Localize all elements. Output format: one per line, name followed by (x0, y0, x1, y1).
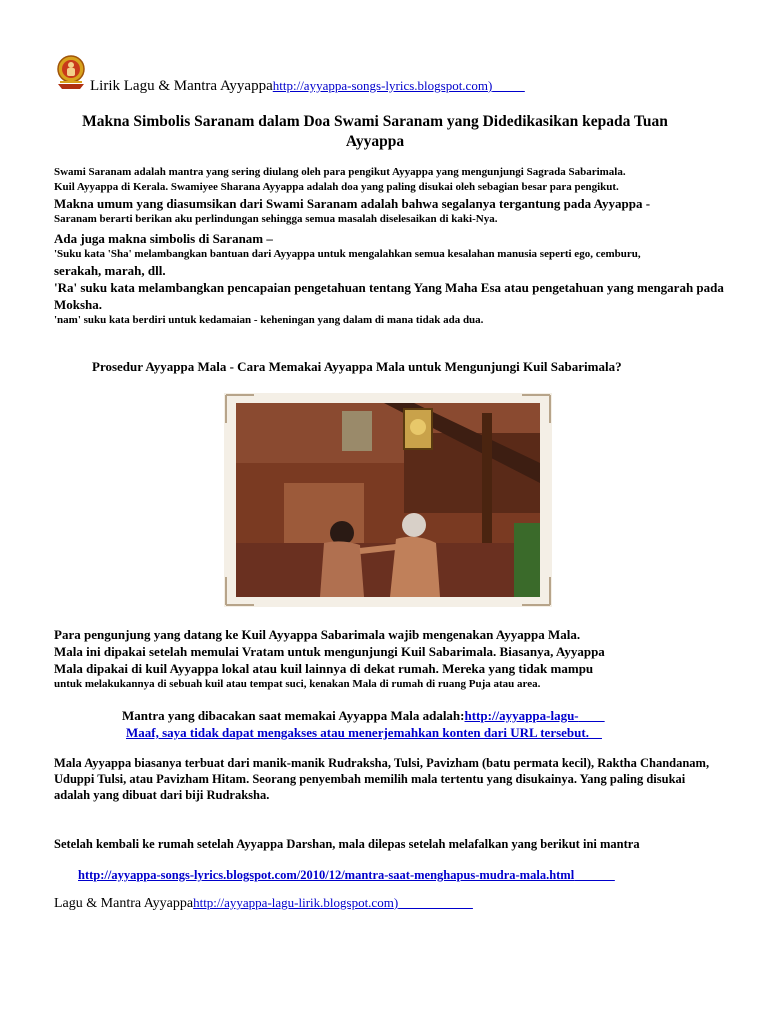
mala-paragraph (54, 626, 674, 692)
header-link-tail[interactable]: ) (487, 78, 493, 93)
intro-line-8: 'Ra' suku kata melambangkan pencapaian pengetahuan tentang Yang Maha Esa atau pengetahuan yang mengarah pada Moksha. (54, 280, 724, 312)
ayyappa-emblem-icon (54, 54, 88, 90)
removal-paragraph: Setelah kembali ke rumah setelah Ayyappa Darshan, mala dilepas setelah melafalkan yang berikut ini mantra (54, 837, 640, 851)
mantra-label: Mantra yang dibacakan saat memakai Ayyappa Mala adalah: (122, 708, 465, 723)
mantra-note-link[interactable]: Maaf, saya tidak dapat mengakses atau menerjemahkan konten dari URL tersebut. (126, 725, 589, 740)
removal-mantra-link[interactable]: http://ayyappa-songs-lyrics.blogspot.com/2010/12/mantra-saat-menghapus-mudra-mala.html (78, 868, 575, 882)
header-line (90, 78, 525, 95)
intro-line-6: 'Suku kata 'Sha' melambangkan bantuan dari Ayyappa untuk mengalahkan semua kesalahan manusia seperti ego, cemburu, (54, 248, 641, 260)
mala-line-2: Mala ini dipakai setelah memulai Vratam untuk mengunjungi Kuil Sabarimala. Biasanya, Ayyappa (54, 644, 605, 659)
intro-line-2: Kuil Ayyappa di Kerala. Swamiyee Sharana Ayyappa adalah doa yang paling disukai oleh sebagian besar para pengikut. (54, 181, 619, 193)
intro-line-1: Swami Saranam adalah mantra yang sering diulang oleh para pengikut Ayyappa yang mengunjungi Sagrada Sabarimala. (54, 166, 626, 178)
intro-line-4: Saranam berarti berikan aku perlindungan sehingga semua masalah diselesaikan di kaki-Nya. (54, 213, 498, 225)
removal-link-line (78, 868, 615, 883)
footer-blog-link[interactable]: http://ayyappa-lagu-lirik.blogspot.com (193, 895, 394, 910)
mala-line-3: Mala dipakai di kuil Ayyappa lokal atau kuil lainnya di dekat rumah. Mereka yang tidak mampu (54, 661, 594, 676)
section-subheading: Prosedur Ayyappa Mala - Cara Memakai Ayyappa Mala untuk Mengunjungi Kuil Sabarimala? (92, 359, 622, 374)
intro-line-9: 'nam' suku kata berdiri untuk kedamaian - keheningan yang dalam di mana tidak ada dua. (54, 314, 484, 326)
header-title: Lirik Lagu & Mantra Ayyappa (90, 78, 273, 94)
intro-line-7: serakah, marah, dll. (54, 263, 166, 278)
mala-materials-paragraph: Mala Ayyappa biasanya terbuat dari manik-manik Rudraksha, Tulsi, Pavizham (batu permata kecil), Raktha Chandanam, Uduppi Tulsi, atau Pavizham Hitam. Seorang penyembah memilih mala tertentu yang disukainya. Yang paling disukai adalah yang dibuat dari biji Rudraksha. (54, 756, 710, 802)
mantra-link[interactable]: http://ayyappa-lagu- (464, 708, 579, 723)
mala-line-1: Para pengunjung yang datang ke Kuil Ayyappa Sabarimala wajib mengenakan Ayyappa Mala. (54, 627, 581, 642)
page-title: Makna Simbolis Saranam dalam Doa Swami Saranam yang Didedikasikan kepada Tuan Ayyappa (82, 113, 668, 150)
mala-ceremony-photo (224, 393, 552, 607)
intro-line-3: Makna umum yang diasumsikan dari Swami Saranam adalah bahwa segalanya tergantung pada Ayyappa - (54, 196, 651, 211)
mantra-section (122, 707, 662, 741)
footer-link-tail[interactable]: ) (393, 895, 399, 910)
footer-line (54, 895, 473, 912)
intro-line-5: Ada juga makna simbolis di Saranam – (54, 231, 273, 246)
mala-line-4: untuk melakukannya di sebuah kuil atau tempat suci, kenakan Mala di rumah di ruang Puja atau area. (54, 678, 541, 690)
header-blog-link[interactable]: http://ayyappa-songs-lyrics.blogspot.com (272, 78, 488, 93)
footer-title: Lagu & Mantra Ayyappa (54, 896, 194, 911)
intro-section (54, 165, 734, 328)
